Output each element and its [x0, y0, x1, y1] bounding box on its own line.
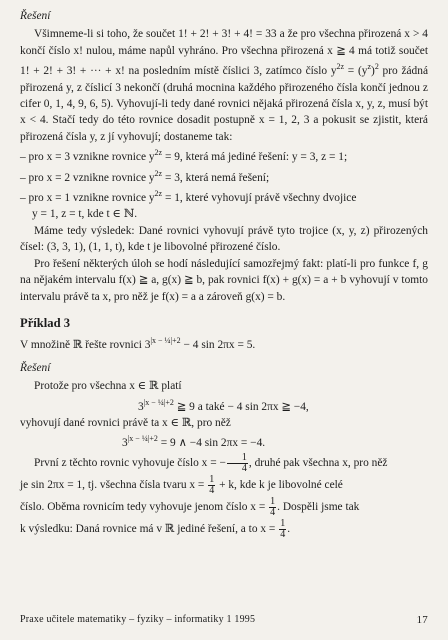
case-sup: 2z: [154, 189, 163, 199]
page-footer: [20, 612, 428, 628]
case-text-end: = 3, která nemá řešení;: [162, 171, 270, 184]
solution-heading-1: Řešení: [20, 10, 51, 22]
case-text: pro x = 3 vznikne rovnice y: [28, 151, 155, 164]
fraction-denominator: 4: [270, 506, 276, 518]
para1-text-c: ): [371, 65, 375, 78]
case-sup: 2z: [154, 148, 163, 158]
conclusion-line3: [20, 496, 428, 518]
case-list: [20, 145, 428, 223]
conclusion-line1: [20, 452, 428, 474]
para1-sup-2: 2: [374, 62, 379, 72]
para1-sup-z: z: [367, 62, 372, 72]
conclusion-text: číslo. Oběma rovnicím tedy vyhovuje jenom číslo x =: [20, 500, 269, 513]
case-item: – pro x = 3 vznikne rovnice $y^{2z} = 9$, která má jediné řešení: y = 3, z = 1;: [20, 148, 348, 164]
fraction-numerator: 1: [227, 453, 248, 464]
system-display: [20, 431, 428, 451]
para1-text-a: Všimneme-li si toho, že součet 1! + 2! + 3! + 4! = 33 a že pro všechna přirozená x > 4 končí číslo x! nulou, máme napůl vyhráno. Pro všechna přirozená x ≧ 4 má totiž součet 1! + 2! + 3! + ··· + x! na posledním místě číslici 3, zatímco číslo y: [20, 28, 428, 78]
fraction: [227, 453, 248, 474]
case-sup: 2z: [154, 168, 163, 178]
fraction-numerator: 1: [270, 495, 276, 507]
case-text-end: = 1, které vyhovují právě všechny dvojice: [162, 192, 357, 205]
conclusion-text-end: , druhé pak všechna x, pro něž: [248, 456, 388, 469]
case-text: pro x = 2 vznikne rovnice y: [28, 171, 155, 184]
eq1-exponent: |x − ¼|+2: [143, 397, 174, 407]
eq1-rest: ≧ 9 a také − 4 sin 2πx ≧ −4,: [173, 400, 309, 413]
fraction-denominator: 4: [280, 528, 286, 540]
solution2-line2: vyhovují dané rovnici právě ta x ∈ ℝ, pro něž: [20, 416, 231, 429]
task-text: V množině ℝ řešte rovnici 3: [20, 339, 151, 352]
para1-text-d: pro žádná přirozená y, z číslicí 3 nekončí (druhá mocnina každého přirozeného čísla končí jednou z cifer 0, 1, 4, 9, 6, 5). Vyhovují-li tedy dané rovnici nějaká přirozená čísla x, y, z, musí být x < 4. Stačí tedy do této rovnice dosadit postupně x = 1, 2, 3 a pokusit se zjistit, která přirozená čísla y, z jí vyhovují; dostaneme tak:: [20, 65, 429, 143]
conclusion-text: je sin 2πx = 1, tj. všechna čísla tvaru x =: [20, 478, 208, 491]
eq2-exponent: |x − ¼|+2: [127, 434, 158, 444]
example-task: [20, 333, 428, 353]
inequality-display: [20, 395, 428, 415]
case-text-end: = 9, která má jediné řešení: y = 3, z = 1;: [162, 151, 348, 164]
case-continuation: y = 1, z = t, kde t ∈ ℕ.: [32, 208, 138, 221]
case-item: – pro x = 1 vznikne rovnice $y^{2z} = 1$, které vyhovují právě všechny dvojice y = 1, z = t, kde t ∈ ℕ.: [20, 186, 428, 223]
fraction: [269, 497, 276, 518]
eq2-rest: = 9 ∧ −4 sin 2πx = −4.: [157, 437, 266, 450]
journal-name: Praxe učitele matematiky – fyziky – informatiky 1 1995: [20, 614, 256, 625]
para1-sup-2z: 2z: [336, 62, 345, 72]
result-paragraph: Máme tedy výsledek: Dané rovnici vyhovují právě tyto trojice (x, y, z) přirozených čísel: (3, 3, 1), (1, 1, t), kde t je libovolné přirozené číslo.: [20, 224, 428, 254]
solution-heading-2: Řešení: [20, 361, 51, 374]
conclusion-text: k výsledku: Daná rovnice má v ℝ jediné řešení, a to x =: [20, 522, 279, 535]
fact-paragraph: Pro řešení některých úloh se hodí následující samozřejmý fakt: platí-li pro funkce f, g na nějakém intervalu f(x) ≧ a, g(x) ≧ b, pak rovnici f(x) + g(x) = a + b vyhovují v tomto intervalu právě ta x, pro něž je f(x) = a a zároveň g(x) = b.: [20, 257, 428, 303]
page-number: 17: [416, 614, 428, 626]
fraction-denominator: 4: [241, 462, 247, 474]
case-item: – pro x = 2 vznikne rovnice $y^{2z} = 3$, která nemá řešení;: [20, 168, 270, 184]
solution2-line1: Protože pro všechna x ∈ ℝ platí: [34, 380, 182, 393]
example-title: Příklad 3: [20, 315, 71, 330]
task-exponent: |x − ¼|+2: [150, 336, 181, 346]
task-text-end: − 4 sin 2πx = 5.: [180, 339, 256, 352]
conclusion-text-end: .: [287, 522, 291, 535]
fraction: [279, 519, 286, 540]
conclusion-text: První z těchto rovnic vyhovuje číslo x = −: [34, 456, 226, 469]
case-text: pro x = 1 vznikne rovnice y: [28, 192, 155, 205]
conclusion-line4: [20, 518, 428, 540]
fraction-numerator: 1: [280, 517, 286, 529]
eq2-base: 3: [122, 437, 128, 450]
eq1-base: 3: [138, 400, 144, 413]
conclusion-text-end: . Dospěli jsme tak: [277, 500, 360, 513]
conclusion-line2: [20, 474, 428, 496]
fraction: [208, 475, 215, 496]
fraction-denominator: 4: [209, 484, 215, 496]
solution-paragraph-1: [20, 26, 428, 145]
fraction-numerator: 1: [209, 473, 215, 485]
para1-text-b: = (y: [344, 65, 368, 78]
conclusion-text-end: + k, kde k je libovolné celé: [216, 478, 343, 491]
